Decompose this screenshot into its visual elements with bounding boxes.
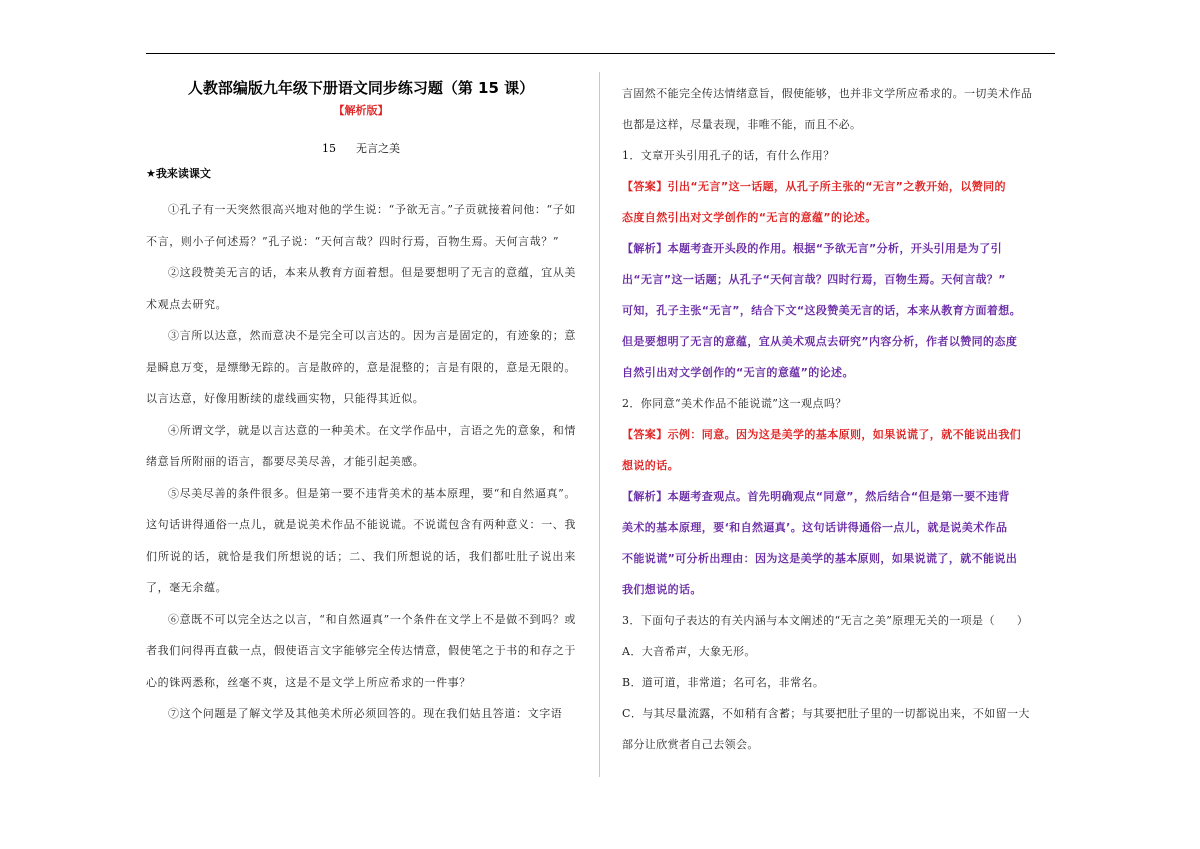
analysis-line: 不能说谎”可分析出理由：因为这是美学的基本原则，如果说谎了，就不能说出 (622, 552, 1018, 565)
passage-paragraph: ⑤尽美尽善的条件很多。但是第一要不违背美术的基本原理，要“和自然逼真”。这句话讲得通俗一点儿，就是说美术作品不能说谎。不说谎包含有两种意义：一、我们所说的话，就恰是我们所想说的话；二、我们所想说的话，我们都吐肚子说出来了，毫无余蕴。 (146, 486, 576, 594)
option-b: B．道可道，非常道；名可名，非常名。 (622, 676, 825, 689)
passage-continuation-line: 也都是这样，尽量表现，非唯不能，而且不必。 (622, 118, 862, 131)
passage-continuation-line: 言固然不能完全传达情绪意旨，假使能够，也并非文学所应希求的。一切美术作品 (622, 87, 1033, 100)
question-3-close: ） (1016, 614, 1029, 627)
section-heading: ★我来读课文 (146, 167, 211, 180)
document-title: 人教部编版九年级下册语文同步练习题（第 15 课） (187, 79, 535, 97)
analysis-line: 我们想说的话。 (622, 583, 702, 596)
lesson-number: 15 (322, 142, 336, 155)
option-a: A．大音希声，大象无形。 (622, 645, 756, 658)
analysis-line: 但是要想明了无言的意蕴，宜从美术观点去研究”内容分析，作者以赞同的态度 (622, 335, 1018, 348)
question-2: 2．你同意“美术作品不能说谎”这一观点吗？ (622, 397, 847, 410)
document-subtitle: 【解析版】 (333, 104, 389, 117)
analysis-line: 美术的基本原理，要‘和自然逼真’。这句话讲得通俗一点儿，就是说美术作品 (622, 521, 1008, 534)
question-3-stem: 3．下面句子表达的有关内涵与本文阐述的“无言之美”原理无关的一项是（ (622, 614, 995, 627)
lesson-title (146, 141, 576, 157)
analysis-line: 【解析】本题考查开头段的作用。根据“予欲无言”分析，开头引用是为了引 (622, 242, 1003, 255)
analysis-line: 出“无言”这一话题；从孔子“天何言哉？四时行焉，百物生焉。天何言哉？” (622, 273, 1006, 286)
passage-paragraph: ⑦这个问题是了解文学及其他美术所必须回答的。现在我们姑且答道：文字语 (168, 707, 563, 720)
column-divider (599, 72, 600, 777)
analysis-line: 【解析】本题考查观点。首先明确观点“同意”，然后结合“但是第一要不违背 (622, 490, 1010, 503)
lesson-name: 无言之美 (356, 142, 400, 155)
question-1: 1．文章开头引用孔子的话，有什么作用？ (622, 149, 835, 162)
analysis-line: 自然引出对文学创作的“无言的意蕴”的论述。 (622, 366, 854, 379)
option-c-continued: 部分让欣赏者自己去领会。 (622, 738, 759, 751)
answer-line: 态度自然引出对文学创作的“无言的意蕴”的论述。 (622, 211, 877, 224)
passage-paragraph: ③言所以达意，然而意决不是完全可以言达的。因为言是固定的，有迹象的；意是瞬息万变，是缥缈无踪的。言是散碎的，意是混整的；言是有限的，意是无限的。以言达意，好像用断续的虚线画实物，只能得其近似。 (146, 329, 576, 405)
passage-paragraph: ⑥意既不可以完全达之以言，“和自然逼真”一个条件在文学上不是做不到吗？或者我们问得再直截一点，假使语言文字能够完全传达情意，假使笔之于书的和存之于心的铢两悉称，丝毫不爽，这是不是文学上所应希求的一件事？ (146, 612, 576, 689)
passage-paragraph: ②这段赞美无言的话，本来从教育方面着想。但是要想明了无言的意蕴，宜从美术观点去研究。 (146, 266, 576, 311)
option-c: C．与其尽量流露，不如稍有含蓄；与其要把肚子里的一切都说出来，不如留一大 (622, 707, 1030, 720)
question-3 (622, 605, 1058, 636)
passage-paragraph: ①孔子有一天突然很高兴地对他的学生说：“予欲无言。”子贡就接着问他：“子如不言，则小子何述焉？”孔子说：“天何言哉？四时行焉，百物生焉。天何言哉？” (146, 203, 576, 248)
left-column (146, 78, 576, 730)
answer-line: 【答案】示例：同意。因为这是美学的基本原则，如果说谎了，就不能说出我们 (622, 428, 1021, 441)
passage-paragraph: ④所谓文学，就是以言达意的一种美术。在文学作品中，言语之先的意象，和情绪意旨所附丽的语言，都要尽美尽善，才能引起美感。 (146, 423, 576, 468)
analysis-line: 可知，孔子主张“无言”，结合下文“这段赞美无言的话，本来从教育方面着想。 (622, 304, 1022, 317)
answer-line: 【答案】引出“无言”这一话题，从孔子所主张的“无言”之教开始，以赞同的 (622, 180, 1006, 193)
top-rule (146, 53, 1055, 54)
right-column (622, 78, 1058, 760)
answer-line: 想说的话。 (622, 459, 679, 472)
